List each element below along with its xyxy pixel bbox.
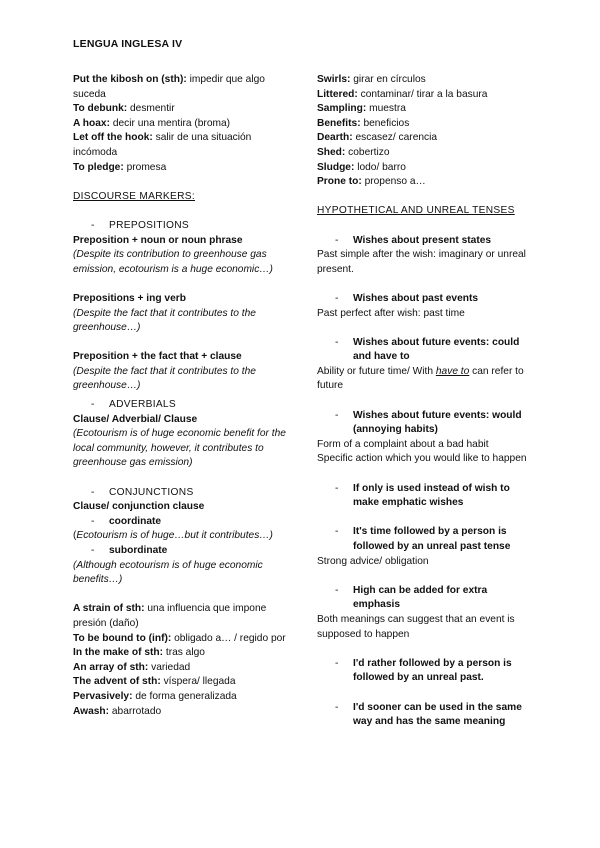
rule: Clause/ conjunction clause bbox=[73, 501, 205, 513]
explanation: Past perfect after wish: past time bbox=[317, 307, 465, 319]
vocab-entry: Sludge: lodo/ barro bbox=[317, 161, 406, 173]
explanation: Strong advice/ obligation bbox=[317, 555, 429, 567]
page-title: LENGUA INGLESA IV bbox=[73, 38, 183, 50]
if-only-item: - If only is used instead of wish to make emphatic wishes bbox=[335, 482, 510, 509]
adverbials-heading: - ADVERBIALS bbox=[91, 399, 176, 411]
coordinate-item: - coordinate bbox=[91, 515, 162, 527]
rule: Clause/ Adverbial/ Clause bbox=[73, 413, 198, 425]
explanation: Both meanings can suggest that an event is supposed to happen bbox=[317, 613, 515, 640]
vocab-entry: An array of sth: variedad bbox=[73, 661, 191, 673]
vocab-entry: Benefits: beneficios bbox=[317, 117, 410, 129]
subordinate-item: - subordinate bbox=[91, 545, 168, 556]
high-item: - High can be added for extra emphasis bbox=[335, 584, 488, 611]
rule: Preposition + noun or noun phrase bbox=[73, 234, 243, 246]
vocab-entry: The advent of sth: víspera/ llegada bbox=[73, 676, 236, 688]
example: (Despite its contribution to greenhouse gas emission, ecotourism is a huge economic…) bbox=[73, 249, 273, 275]
its-time-item: - It's time followed by a person is followed by an unreal past tense bbox=[335, 526, 511, 552]
example: (Despite the fact that it contributes to the greenhouse…) bbox=[73, 365, 256, 392]
vocab-entry: To be bound to (inf): obligado a… / regido por bbox=[73, 632, 286, 644]
left-column bbox=[73, 73, 288, 719]
vocab-entry: To debunk: desmentir bbox=[73, 103, 175, 115]
vocab-entry: Prone to: propenso a… bbox=[317, 176, 426, 188]
rule: Preposition + the fact that + clause bbox=[73, 351, 242, 363]
hypothetical-heading: HYPOTHETICAL AND UNREAL TENSES bbox=[317, 205, 515, 217]
vocab-entry: Shed: cobertizo bbox=[317, 146, 390, 158]
example: (Ecotourism is of huge economic benefit for the local community, however, it contributes to greenhouse gas emission) bbox=[73, 428, 286, 469]
right-column bbox=[317, 73, 532, 730]
vocab-entry: Sampling: muestra bbox=[317, 103, 406, 115]
vocab-entry: Put the kibosh on (sth): impedir que algo suceda bbox=[73, 74, 265, 100]
sooner-item: - I'd sooner can be used in the same way and has the same meaning bbox=[335, 701, 522, 728]
wishes-future-could-item: - Wishes about future events: could and have to bbox=[335, 336, 520, 363]
vocab-entry: Swirls: girar en círculos bbox=[317, 74, 426, 85]
vocab-entry: A strain of sth: una influencia que impone presión (daño) bbox=[73, 603, 267, 629]
discourse-markers-heading: DISCOURSE MARKERS: bbox=[73, 190, 196, 202]
example: (Although ecotourism is of huge economic benefits…) bbox=[73, 559, 263, 586]
vocab-entry: To pledge: promesa bbox=[73, 161, 167, 173]
explanation: Form of a complaint about a bad habit bbox=[317, 438, 489, 450]
vocab-entry: Dearth: escasez/ carencia bbox=[317, 132, 438, 144]
wishes-future-would-item: - Wishes about future events: would (annoying habits) bbox=[335, 409, 522, 436]
explanation: Past simple after the wish: imaginary or unreal present. bbox=[317, 249, 526, 275]
vocab-entry: Pervasively: de forma generalizada bbox=[73, 690, 237, 702]
rule: Prepositions + ing verb bbox=[73, 292, 186, 304]
wishes-past-item: - Wishes about past events bbox=[335, 292, 479, 304]
vocab-entry: Let off the hook: salir de una situación incómoda bbox=[73, 132, 252, 158]
rather-item: - I'd rather followed by a person is followed by an unreal past. bbox=[335, 657, 512, 684]
explanation: Ability or future time/ With have to can refer to future bbox=[317, 365, 524, 392]
example: (Despite the fact that it contributes to the greenhouse…) bbox=[73, 307, 256, 334]
explanation: Specific action which you would like to happen bbox=[317, 453, 527, 465]
conjunctions-heading: - CONJUNCTIONS bbox=[91, 486, 194, 498]
wishes-present-item: - Wishes about present states bbox=[335, 234, 492, 246]
prepositions-heading: - PREPOSITIONS bbox=[91, 219, 190, 231]
example: (Ecotourism is of huge…but it contributes…) bbox=[73, 530, 273, 542]
vocab-entry: In the make of sth: tras algo bbox=[73, 647, 205, 659]
vocab-entry: Awash: abarrotado bbox=[73, 705, 162, 717]
vocab-entry: A hoax: decir una mentira (broma) bbox=[73, 117, 231, 129]
vocab-entry: Littered: contaminar/ tirar a la basura bbox=[317, 88, 488, 100]
